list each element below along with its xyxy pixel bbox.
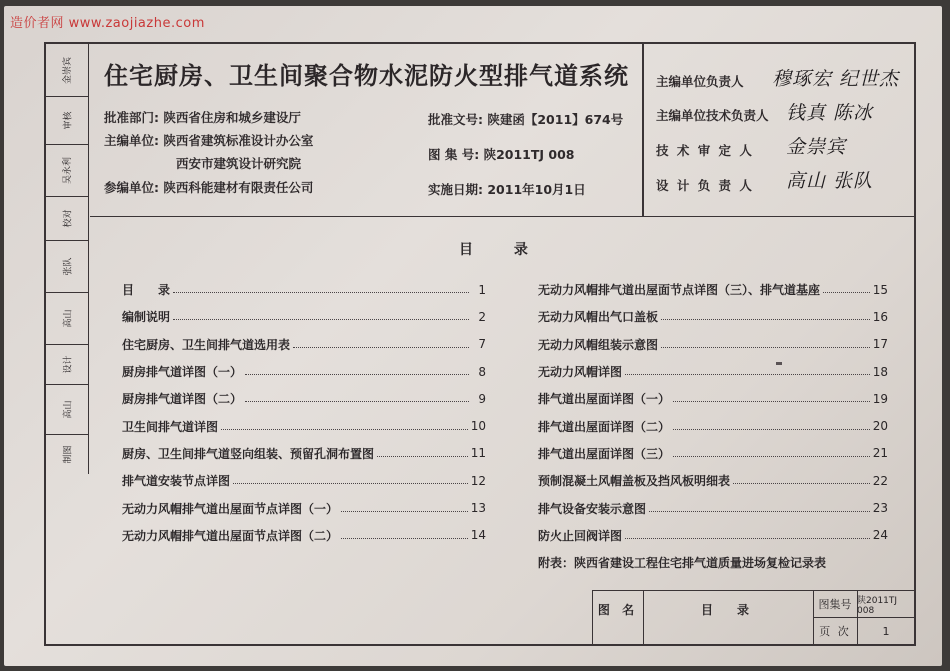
review-text: 金崇宾	[63, 56, 74, 84]
signature: 高山 张队	[786, 170, 874, 192]
page-label: 页 次	[819, 625, 851, 638]
review-text: 制图	[63, 444, 74, 464]
responsible-role: 主编单位技术负责人	[656, 108, 769, 123]
approval-no-label: 批准文号:	[428, 112, 483, 127]
toc-entry	[122, 385, 486, 412]
review-cell	[46, 292, 88, 345]
toc-entry-page: 24	[872, 528, 888, 543]
toc-entry	[122, 331, 486, 358]
toc-entry-page: 13	[470, 501, 486, 516]
toc-entry-page: 15	[872, 282, 888, 297]
effective-date-value: 2011年10月1日	[487, 182, 586, 197]
toc-entry	[538, 494, 888, 521]
toc-entry	[538, 412, 888, 439]
toc-entry-page: 17	[872, 337, 888, 352]
toc-right-column	[538, 276, 888, 549]
document-page	[4, 6, 942, 666]
toc-entry-page: 19	[872, 391, 888, 406]
toc-leader-dots	[661, 319, 870, 320]
drawing-frame	[44, 42, 916, 646]
review-text: 吴永利	[63, 156, 74, 184]
title-block	[592, 590, 915, 645]
toc-entry-page: 8	[478, 364, 486, 379]
toc-entry	[538, 358, 888, 385]
toc-entry-page: 1	[478, 282, 486, 297]
review-cell	[46, 96, 88, 145]
toc-entry	[538, 440, 888, 467]
review-cell	[46, 240, 88, 293]
toc-entry-title: 目 录	[122, 283, 171, 298]
review-text: 高山	[63, 308, 74, 328]
chief-unit-value: 陕西省建筑标准设计办公室	[163, 133, 314, 148]
co-unit-value: 陕西科能建材有限责任公司	[163, 180, 314, 195]
review-text: 审核	[63, 110, 74, 130]
toc-entry-title: 卫生间排气道详图	[122, 419, 219, 434]
toc-leader-dots	[293, 347, 469, 348]
toc-entry	[538, 522, 888, 549]
toc-leader-dots	[673, 401, 870, 402]
effective-date	[428, 180, 586, 198]
toc-entry-title: 厨房排气道详图（二）	[122, 392, 243, 407]
review-strip	[46, 44, 89, 474]
toc-entry-title: 无动力风帽组装示意图	[538, 337, 659, 352]
responsible-role: 设 计 负 责 人	[656, 178, 754, 193]
toc-entry-title: 排气道出屋面详图（一）	[538, 392, 671, 407]
toc-entry	[122, 412, 486, 439]
drawing-name-label: 图 名	[597, 602, 639, 617]
toc-leader-dots	[245, 374, 469, 375]
toc-leader-dots	[245, 401, 469, 402]
toc-entry-title: 无动力风帽排气道出屋面节点详图（三）、排气道基座	[538, 283, 821, 298]
toc-entry-title: 排气道出屋面详图（三）	[538, 446, 671, 461]
toc-entry	[538, 467, 888, 494]
toc-leader-dots	[733, 483, 870, 484]
toc-entry-page: 20	[872, 419, 888, 434]
signature: 穆琢宏 纪世杰	[772, 68, 900, 90]
review-cell	[46, 44, 88, 97]
toc-entry-page: 22	[872, 473, 888, 488]
toc-entry-title: 防火止回阀详图	[538, 528, 623, 543]
page-title: 住宅厨房、卫生间聚合物水泥防火型排气道系统	[104, 62, 629, 90]
toc-entry-title: 排气设备安装示意图	[538, 501, 647, 516]
toc-entry	[122, 467, 486, 494]
approve-dept-value: 陕西省住房和城乡建设厅	[163, 110, 301, 125]
watermark: 造价者网 www.zaojiazhe.com	[10, 16, 205, 31]
review-text: 设计	[63, 354, 74, 374]
toc-left-column	[122, 276, 486, 549]
toc-leader-dots	[661, 347, 870, 348]
toc-entry-page: 21	[872, 446, 888, 461]
toc-entry-page: 9	[478, 391, 486, 406]
toc-entry	[538, 331, 888, 358]
page-value: 1	[882, 624, 890, 638]
toc-entry-page: 12	[470, 473, 486, 488]
review-text: 高山	[63, 399, 74, 419]
atlas-label: 图集号	[818, 598, 852, 611]
review-cell	[46, 434, 88, 474]
drawing-name: 目 录	[700, 602, 755, 617]
toc-entry-title: 排气道安装节点详图	[122, 474, 231, 489]
header-block	[90, 44, 914, 217]
effective-date-label: 实施日期:	[428, 182, 483, 197]
atlas-no-label: 图 集 号:	[428, 147, 480, 162]
toc-entry-title: 无动力风帽排气道出屋面节点详图（二）	[122, 528, 339, 543]
toc-entry-title: 住宅厨房、卫生间排气道选用表	[122, 337, 291, 352]
toc-leader-dots	[673, 456, 870, 457]
toc-leader-dots	[233, 483, 468, 484]
review-cell	[46, 384, 88, 435]
toc-entry	[122, 358, 486, 385]
atlas-value: 陕2011TJ 008	[857, 595, 898, 616]
co-unit-label: 参编单位:	[104, 180, 159, 195]
toc-leader-dots	[341, 511, 468, 512]
toc-entry	[122, 276, 486, 303]
approval-no	[428, 110, 623, 128]
toc-entry-page: 7	[478, 337, 486, 352]
toc-entry-title: 排气道出屋面详图（二）	[538, 419, 671, 434]
header-divider	[642, 44, 644, 216]
responsible-role: 主编单位负责人	[656, 74, 744, 89]
toc-leader-dots	[673, 429, 870, 430]
toc-entry-page: 2	[478, 309, 486, 324]
toc-entry	[538, 303, 888, 330]
toc-leader-dots	[341, 538, 468, 539]
toc-leader-dots	[625, 374, 870, 375]
signature: 钱真 陈冰	[786, 102, 874, 124]
toc-entry-page: 18	[872, 364, 888, 379]
toc-leader-dots	[625, 538, 870, 539]
review-text: 张队	[63, 256, 74, 276]
toc-entry-title: 厨房、卫生间排气道竖向组装、预留孔洞布置图	[122, 446, 375, 461]
approval-no-value: 陕建函【2011】674号	[487, 112, 624, 127]
review-text: 校对	[63, 208, 74, 228]
toc-entry	[122, 522, 486, 549]
chief-unit-label: 主编单位:	[104, 133, 159, 148]
review-cell	[46, 344, 88, 385]
toc-leader-dots	[221, 429, 468, 430]
toc-entry	[538, 385, 888, 412]
chief-unit	[104, 131, 313, 149]
toc-entry-page: 10	[470, 419, 486, 434]
toc-entry	[122, 303, 486, 330]
toc-entry-title: 无动力风帽出气口盖板	[538, 310, 659, 325]
approve-dept	[104, 108, 301, 126]
paper-mark	[776, 362, 782, 365]
toc-entry-page: 23	[872, 501, 888, 516]
toc-entry-title: 编制说明	[122, 310, 171, 325]
toc-entry-title: 预制混凝土风帽盖板及挡风板明细表	[538, 474, 731, 489]
approve-dept-label: 批准部门:	[104, 110, 159, 125]
toc-entry	[122, 440, 486, 467]
review-cell	[46, 196, 88, 241]
toc-entry-title: 无动力风帽详图	[538, 365, 623, 380]
toc-entry-page: 14	[470, 528, 486, 543]
atlas-no	[428, 145, 574, 163]
toc-entry	[122, 494, 486, 521]
toc-entry-page: 11	[470, 446, 486, 461]
review-cell	[46, 144, 88, 197]
chief-unit-2: 西安市建筑设计研究院	[176, 156, 302, 171]
toc-entry-page: 16	[872, 309, 888, 324]
toc-leader-dots	[649, 511, 870, 512]
co-unit	[104, 178, 313, 196]
toc-title: 目 录	[459, 242, 546, 258]
appendix-note: 附表：陕西省建设工程住宅排气道质量进场复检记录表	[538, 556, 827, 570]
toc-leader-dots	[377, 456, 468, 457]
toc-leader-dots	[823, 292, 870, 293]
toc-leader-dots	[173, 292, 469, 293]
atlas-no-value: 陕2011TJ 008	[483, 147, 575, 162]
toc-entry	[538, 276, 888, 303]
toc-leader-dots	[173, 319, 469, 320]
toc-entry-title: 无动力风帽排气道出屋面节点详图（一）	[122, 501, 339, 516]
toc-entry-title: 厨房排气道详图（一）	[122, 365, 243, 380]
responsible-role: 技 术 审 定 人	[656, 143, 754, 158]
signature: 金崇宾	[786, 136, 847, 158]
